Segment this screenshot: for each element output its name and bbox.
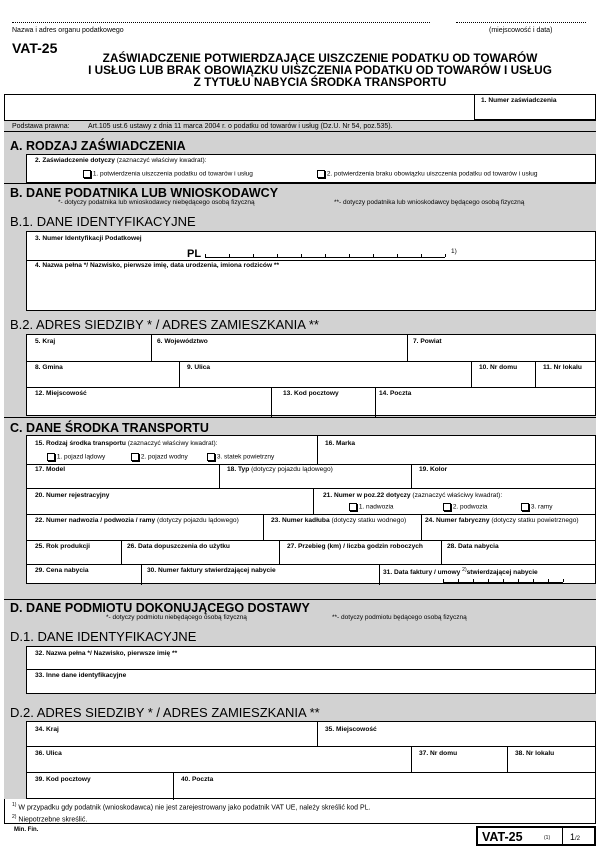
option-aircraft[interactable]: 3. statek powietrzny xyxy=(207,453,274,461)
voivodeship-label: 6. Województwo xyxy=(157,338,208,345)
title-line-3: Z TYTUŁU NABYCIA ŚRODKA TRANSPORTU xyxy=(193,75,447,89)
option-body[interactable]: 1. nadwozia xyxy=(349,503,394,511)
nip-footnote-ref: 1) xyxy=(451,248,457,255)
supplier-apartment-label: 38. Nr lokalu xyxy=(515,750,555,757)
section-c-title: C. DANE ŚRODKA TRANSPORTU xyxy=(10,421,209,435)
invoice-number-label: 30. Numer faktury stwierdzającej nabycie xyxy=(147,567,276,574)
d1-fields xyxy=(26,646,596,694)
place-date-caption: (miejscowość i data) xyxy=(489,27,553,34)
nip-input[interactable] xyxy=(205,253,445,258)
supplier-house-number-label: 37. Nr domu xyxy=(419,750,458,757)
form-title xyxy=(40,52,600,88)
b2-fields xyxy=(26,334,596,416)
ministry-mark: Min. Fin. xyxy=(14,827,39,833)
title-line-2: I USŁUG LUB BRAK OBOWIĄZKU UISZCZENIA PODATKU OD TOWARÓW I USŁUG xyxy=(88,63,552,77)
place-date-dotted-line xyxy=(456,22,586,23)
b1-fields xyxy=(26,231,596,311)
post-office-label: 14. Poczta xyxy=(379,390,412,397)
municipality-label: 8. Gmina xyxy=(35,364,63,371)
invoice-date-input[interactable] xyxy=(443,578,563,583)
pl-prefix: PL xyxy=(187,248,202,260)
house-number-label: 10. Nr domu xyxy=(479,364,518,371)
office-dotted-line xyxy=(12,22,430,23)
vin-label: 22. Numer nadwozia / podwozia / ramy xyxy=(35,517,156,524)
factory-number-label: 24. Numer fabryczny xyxy=(425,517,490,524)
color-label: 19. Kolor xyxy=(419,466,448,473)
field-2-hint: (zaznaczyć właściwy kwadrat): xyxy=(116,157,207,164)
price-label: 29. Cena nabycia xyxy=(35,567,89,574)
supplier-post-office-label: 40. Poczta xyxy=(181,776,214,783)
option-water-vehicle[interactable]: 2. pojazd wodny xyxy=(131,453,188,461)
section-d-title: D. DANE PODMIOTU DOKONUJĄCEGO DOSTAWY xyxy=(10,601,310,615)
postal-code-label: 13. Kod pocztowy xyxy=(283,390,339,397)
office-caption: Nazwa i adres organu podatkowego xyxy=(12,27,124,34)
checkbox-2[interactable] xyxy=(317,170,325,178)
option-chassis[interactable]: 2. podwozia xyxy=(443,503,488,511)
title-line-1: ZAŚWIADCZENIE POTWIERDZAJĄCE UISZCZENIE PODATKU OD TOWARÓW xyxy=(102,51,538,65)
footer-form-code: VAT-25 xyxy=(482,830,523,844)
page-number: 1/2 xyxy=(570,832,581,842)
street-label: 9. Ulica xyxy=(187,364,211,371)
legal-basis-text: Art.105 ust.6 ustawy z dnia 11 marca 2004 r. o podatku od towarów i usług (Dz.U. Nr 54, poz.535). xyxy=(88,123,393,130)
county-label: 7. Powiat xyxy=(413,338,442,345)
city-label: 12. Miejscowość xyxy=(35,390,87,397)
acquisition-date-label: 28. Data nabycia xyxy=(447,543,499,550)
section-d-note-2: **- dotyczy podmiotu będącego osobą fizyczną xyxy=(332,614,467,621)
section-b-note-2: **- dotyczy podatnika lub wnioskodawcy będącego osobą fizyczną xyxy=(334,199,525,206)
form-version: (1) xyxy=(544,835,551,841)
model-label: 17. Model xyxy=(35,466,66,473)
supplier-city-label: 35. Miejscowość xyxy=(325,726,377,733)
form-code-box xyxy=(476,826,596,846)
certificate-number-field[interactable] xyxy=(474,94,596,120)
checkbox-1[interactable] xyxy=(83,170,91,178)
invoice-date-label: 31. Data faktury / umowy xyxy=(383,569,461,577)
option-no-obligation[interactable]: 2. potwierdzenia braku obowiązku uiszczenia podatku od towarów i usług xyxy=(317,170,537,178)
section-a-title: A. RODZAJ ZAŚWIADCZENIA xyxy=(10,139,186,153)
supplier-postal-code-label: 39. Kod pocztowy xyxy=(35,776,91,783)
footnote-1: $^{1)}$ W przypadku gdy podatnik (wnioskodawca) nie jest zarejestrowany jako podatnik VAT UE, należy skreślić kod PL. xyxy=(12,802,371,812)
field-2-label: 2. Zaświadczenie dotyczy xyxy=(35,157,115,164)
form-code: VAT-25 xyxy=(12,40,58,56)
supplier-country-label: 34. Kraj xyxy=(35,726,59,733)
number-applies-label: 21. Numer w poz.22 dotyczy xyxy=(323,492,411,499)
option-confirm-payment[interactable]: 1. potwierdzenia uiszczenia podatku od towarów i usług xyxy=(83,170,253,178)
production-year-label: 25. Rok produkcji xyxy=(35,543,90,550)
certificate-number-label: 1. Numer zaświadczenia xyxy=(481,97,557,104)
supplier-street-label: 36. Ulica xyxy=(35,750,62,757)
mileage-label: 27. Przebieg (km) / liczba godzin roboczych xyxy=(287,543,423,550)
section-d-note-1: *- dotyczy podmiotu niebędącego osobą fizyczną xyxy=(106,614,247,621)
full-name-label: 4. Nazwa pełna */ Nazwisko, pierwsze imię, data urodzenia, imiona rodziców ** xyxy=(35,262,280,269)
section-b-title: B. DANE PODATNIKA LUB WNIOSKODAWCY xyxy=(10,186,279,200)
c-fields: 15. Rodzaj środka transportu (zaznaczyć właściwy kwadrat): 1. pojazd lądowy 2. pojazd wodny 3. statek powietrzny 16. Marka 17. Model 18. Typ (dotyczy pojazdu lądowego) 19. Kolor 20. Numer rejestracyjny 21. Numer w poz.22 dotyczy (zaznaczyć właściwy kwadrat): 1. nadwozia 2. podwozia 3. ramy 22. Numer nadwozia / podwozia / ramy (dotyczy pojazdu lądowego) 23. Numer kadłuba (dotyczy statku wodnego) 24. Numer fabryczny (dotyczy statku powietrznego) 25. Rok produkcji 26. Data dopuszczenia do użytku 27. Przebieg (km) / liczba godzin roboczych 28. Data nabycia 29. Cena nabycia 30. Numer faktury stwierdzającej nabycie 31. Data faktury / umowy $^{2)}$stwierdzającej nabycie xyxy=(26,435,596,584)
d1-title: D.1. DANE IDENTYFIKACYJNE xyxy=(10,629,197,644)
apartment-number-label: 11. Nr lokalu xyxy=(543,364,582,371)
section-b-note-1: *- dotyczy podatnika lub wnioskodawcy niebędącego osobą fizyczną xyxy=(58,199,255,206)
nip-label: 3. Numer Identyfikacji Podatkowej xyxy=(35,235,142,242)
approval-date-label: 26. Data dopuszczenia do użytku xyxy=(127,543,230,550)
make-label: 16. Marka xyxy=(325,440,356,447)
legal-basis-row xyxy=(4,120,596,132)
d2-fields xyxy=(26,721,596,799)
type-label: 18. Typ xyxy=(227,466,250,473)
transport-type-label: 15. Rodzaj środka transportu xyxy=(35,440,126,447)
footnote-2: $^{2)}$ Niepotrzebne skreślić. xyxy=(12,814,88,824)
b2-title: B.2. ADRES SIEDZIBY * / ADRES ZAMIESZKANIA ** xyxy=(10,317,319,332)
b1-title: B.1. DANE IDENTYFIKACYJNE xyxy=(10,214,196,229)
certificate-type-field xyxy=(26,154,596,183)
option-land-vehicle[interactable]: 1. pojazd lądowy xyxy=(47,453,105,461)
registration-number-label: 20. Numer rejestracyjny xyxy=(35,492,110,499)
supplier-name-label: 32. Nazwa pełna */ Nazwisko, pierwsze imię ** xyxy=(35,650,178,657)
legal-basis-label: Podstawa prawna: xyxy=(12,123,70,130)
country-label: 5. Kraj xyxy=(35,338,56,345)
d2-title: D.2. ADRES SIEDZIBY * / ADRES ZAMIESZKANIA ** xyxy=(10,705,320,720)
option-frame[interactable]: 3. ramy xyxy=(521,503,552,511)
supplier-other-id-label: 33. Inne dane identyfikacyjne xyxy=(35,672,127,679)
hull-number-label: 23. Numer kadłuba xyxy=(271,517,330,524)
